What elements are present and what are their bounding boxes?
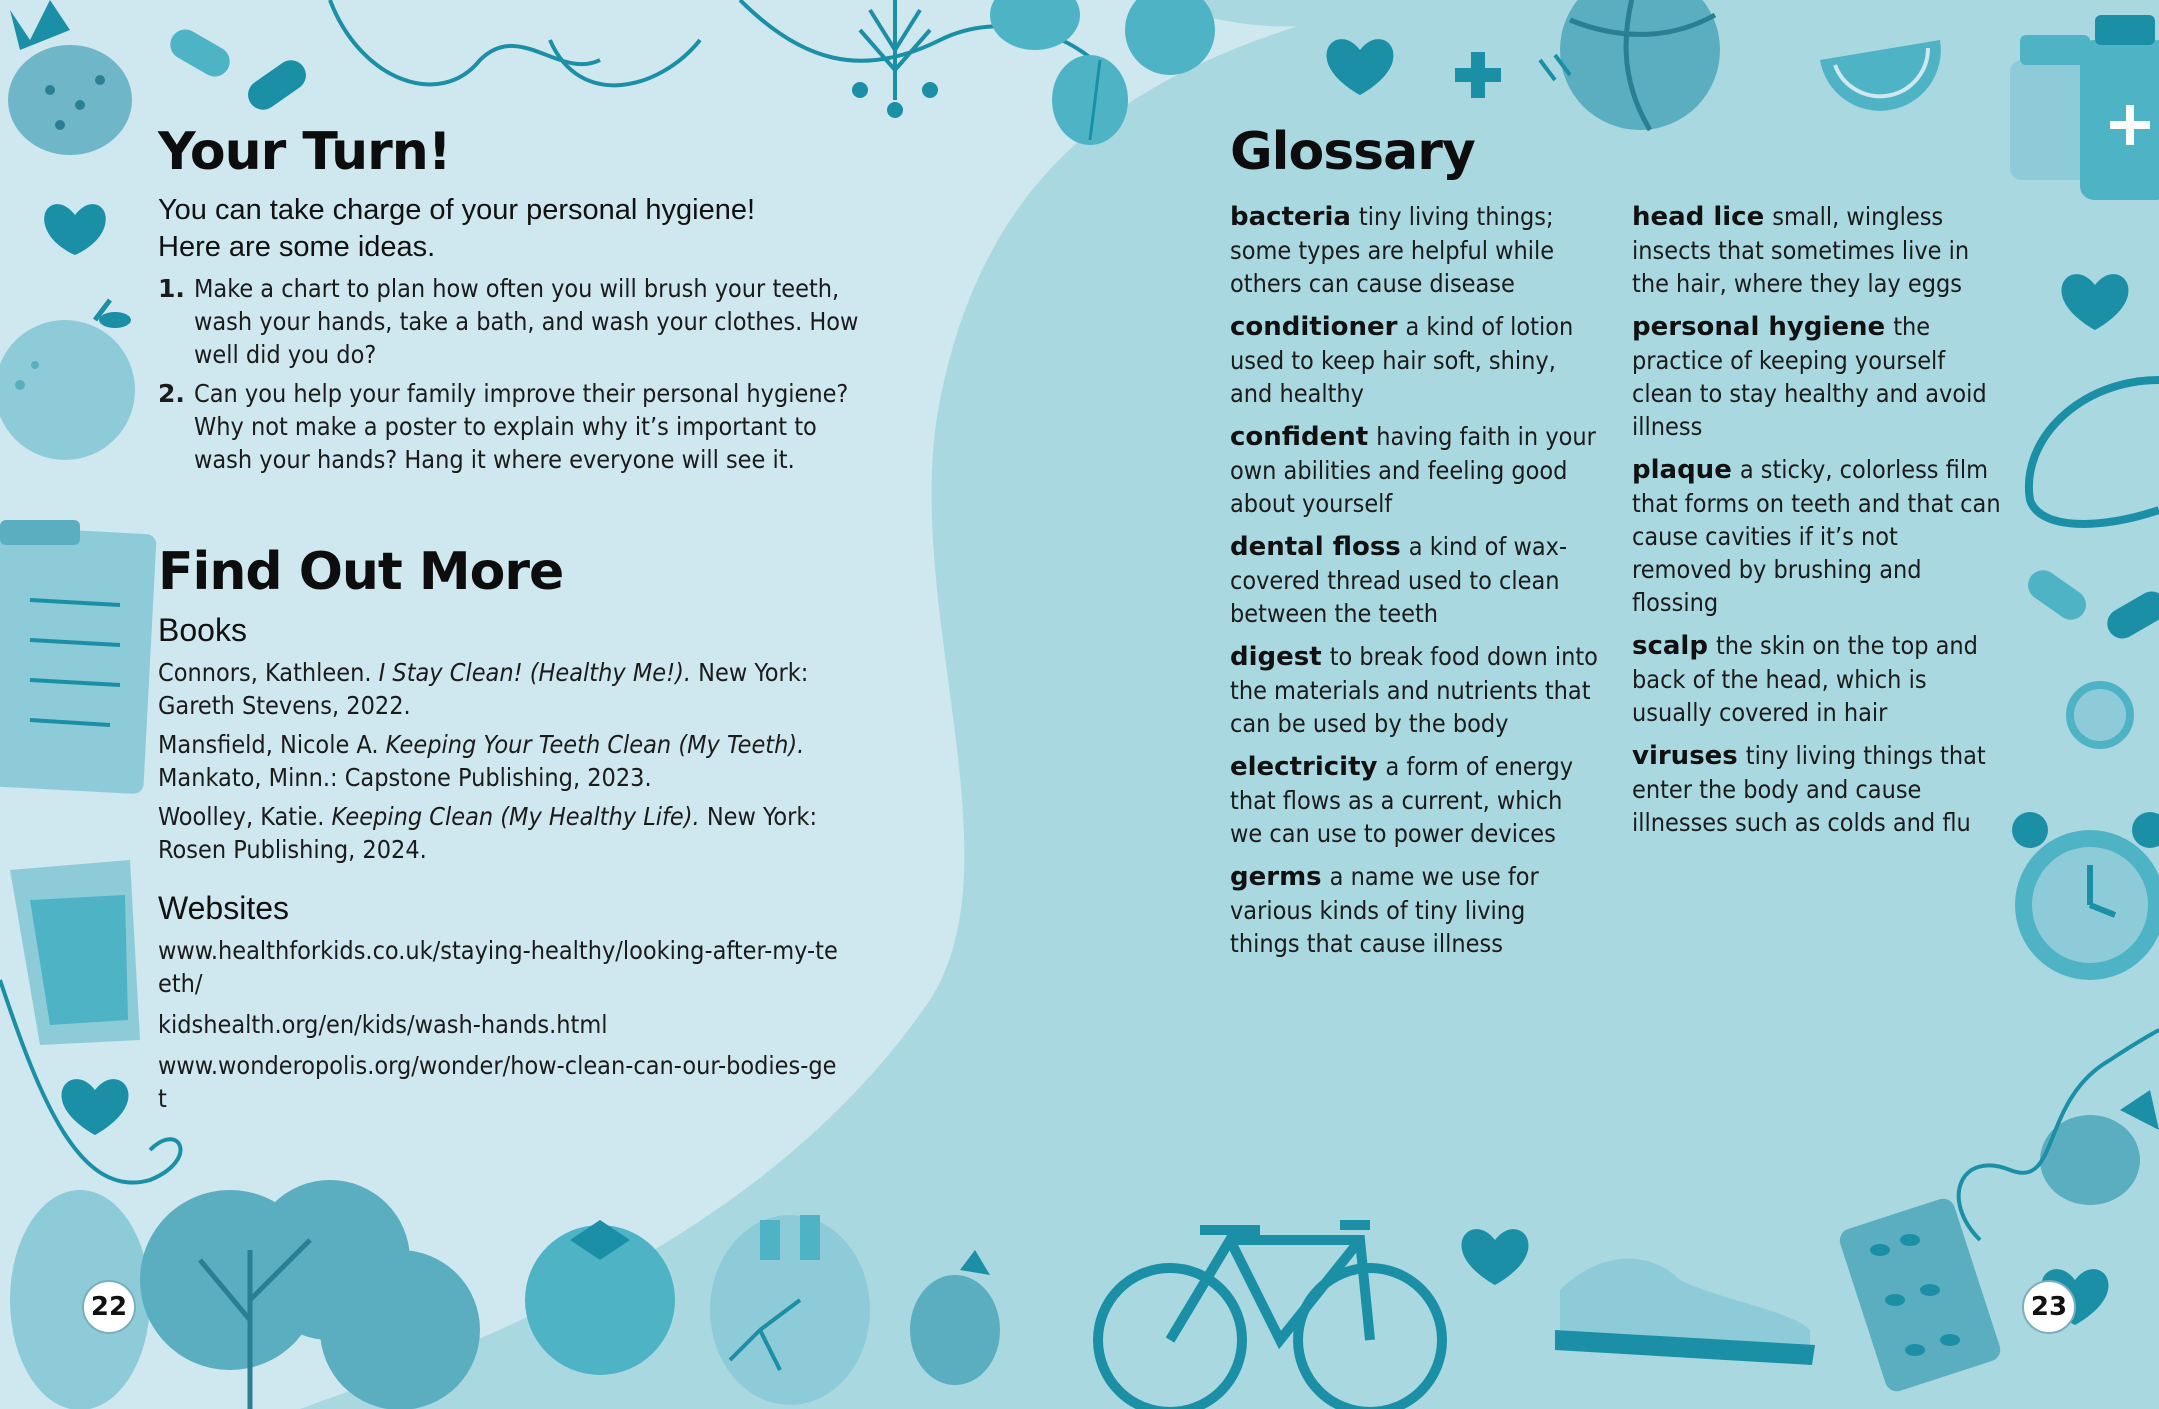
glossary-entry: electricity a form of energy that flows as a current, which we can use to power devices	[1230, 752, 1574, 848]
books-heading: Books	[158, 612, 247, 648]
glossary-entry: dental floss a kind of wax-covered thread used to clean between the teeth	[1230, 532, 1568, 628]
book-entry: Connors, Kathleen. I Stay Clean! (Healthy Me!). New York: Gareth Stevens, 2022.	[158, 658, 809, 720]
glossary-entry: plaque a sticky, colorless film that forms on teeth and that can cause cavities if it’s not removed by brushing and flossing	[1632, 455, 2001, 617]
website-link[interactable]: www.healthforkids.co.uk/staying-healthy/looking-after-my-teeth/	[158, 936, 838, 998]
clipboard-icon	[0, 520, 157, 794]
glossary-entry: conditioner a kind of lotion used to keep hair soft, shiny, and healthy	[1230, 312, 1574, 408]
glossary-entry: digest to break food down into the materials and nutrients that can be used by the body	[1230, 642, 1598, 738]
your-turn-intro-line1: You can take charge of your personal hygiene!	[158, 194, 756, 226]
page-number-right: 23	[2022, 1280, 2076, 1334]
website-link[interactable]: kidshealth.org/en/kids/wash-hands.html	[158, 1010, 608, 1039]
your-turn-intro-line2: Here are some ideas.	[158, 231, 436, 263]
your-turn-intro	[158, 192, 858, 266]
your-turn-list	[158, 272, 868, 482]
glossary-column-left	[1230, 200, 1600, 970]
glossary-entry: scalp the skin on the top and back of the head, which is usually covered in hair	[1632, 631, 1978, 727]
glossary-entry: viruses tiny living things that enter the body and cause illnesses such as colds and flu	[1632, 741, 1986, 837]
books-list	[158, 656, 858, 872]
alarm-clock-icon	[2012, 812, 2159, 980]
list-item: 2. Can you help your family improve their personal hygiene? Why not make a poster to explain why it’s important to wash your hands? Hang it where everyone will see it.	[158, 379, 849, 474]
websites-list	[158, 934, 838, 1123]
find-out-more-title: Find Out More	[158, 542, 564, 602]
glossary-entry: germs a name we use for various kinds of tiny living things that cause illness	[1230, 862, 1539, 958]
glossary-entry: confident having faith in your own abilities and feeling good about yourself	[1230, 422, 1596, 518]
glossary-entry: personal hygiene the practice of keeping yourself clean to stay healthy and avoid illness	[1632, 312, 1987, 441]
website-link[interactable]: www.wonderopolis.org/wonder/how-clean-can-our-bodies-get	[158, 1051, 837, 1113]
list-item: 1. Make a chart to plan how often you will brush your teeth, wash your hands, take a bath, and wash your clothes. How well did you do?	[158, 274, 859, 369]
websites-heading: Websites	[158, 890, 290, 926]
glossary-title: Glossary	[1230, 122, 1475, 182]
heart-organ-icon	[710, 1215, 870, 1405]
book-entry: Woolley, Katie. Keeping Clean (My Healthy Life). New York: Rosen Publishing, 2024.	[158, 802, 818, 864]
glossary-entry: bacteria tiny living things; some types are helpful while others can cause disease	[1230, 202, 1555, 298]
glossary-column-right	[1632, 200, 2002, 849]
medicine-bottle-icon	[2010, 15, 2159, 200]
page-number-left: 22	[82, 1280, 136, 1334]
your-turn-title: Your Turn!	[158, 122, 451, 182]
glossary-entry: head lice small, wingless insects that sometimes live in the hair, where they lay eggs	[1632, 202, 1970, 298]
book-entry: Mansfield, Nicole A. Keeping Your Teeth Clean (My Teeth). Mankato, Minn.: Capstone Publishing, 2023.	[158, 730, 805, 792]
